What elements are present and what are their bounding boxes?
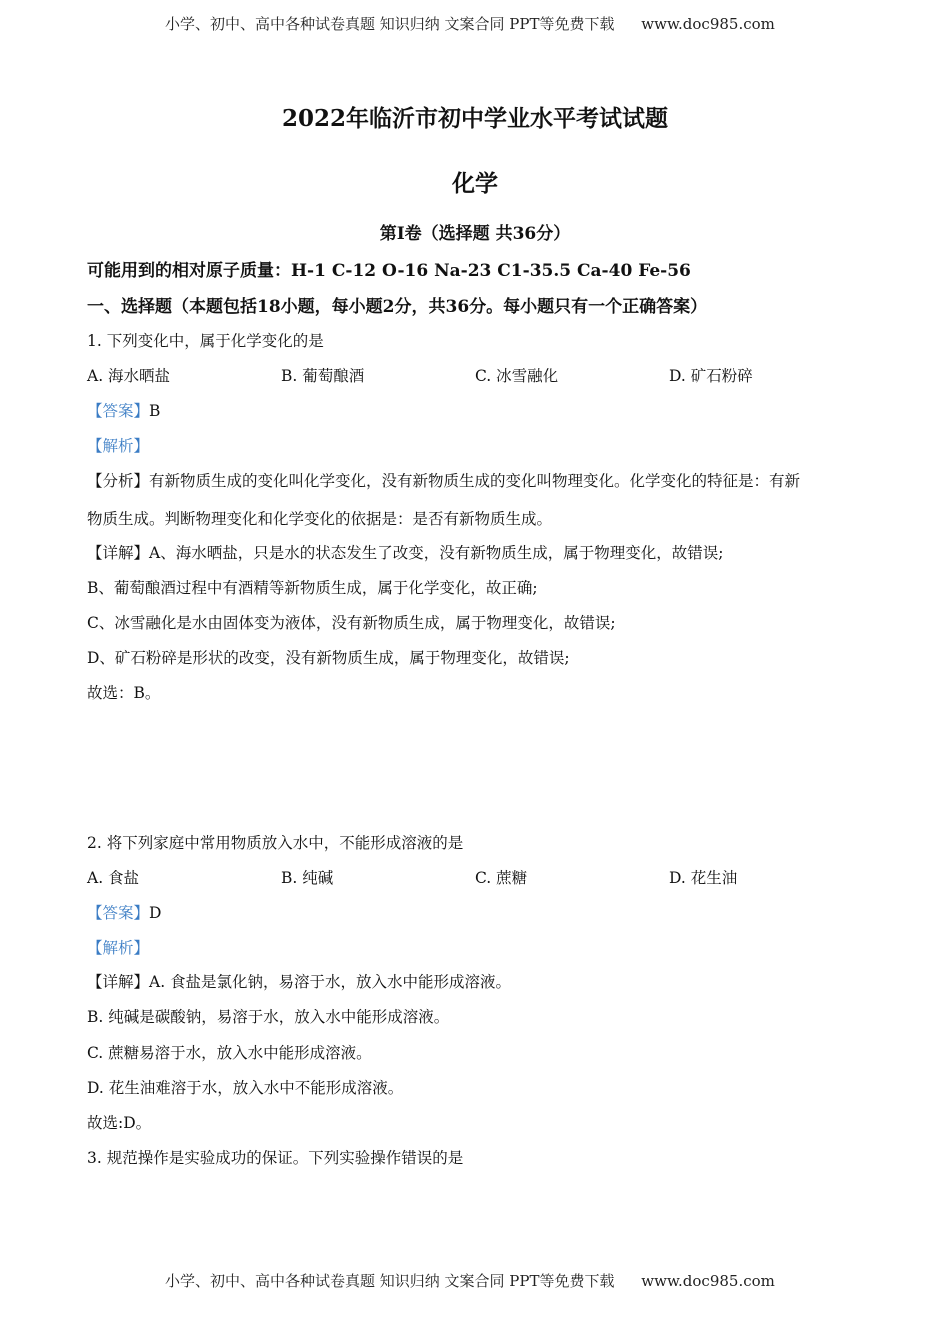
q2-detail-d: D. 花生油难溶于水，放入水中不能形成溶液。	[87, 1079, 404, 1097]
q2-answer-value: D	[149, 904, 162, 922]
q1-fenxi-line-2: 物质生成。判断物理变化和化学变化的依据是：是否有新物质生成。	[87, 510, 553, 528]
footer-text: 小学、初中、高中各种试卷真题 知识归纳 文案合同 PPT等免费下载	[165, 1272, 615, 1290]
q2-analysis-label: 【解析】	[87, 939, 150, 957]
page-header	[165, 13, 775, 34]
answer-label: 【答案】	[87, 402, 150, 420]
q1-detail-b: B、葡萄酿酒过程中有酒精等新物质生成，属于化学变化，故正确;	[87, 579, 538, 597]
q1-stem: 1. 下列变化中，属于化学变化的是	[87, 332, 324, 350]
q1-answer-value: B	[149, 402, 161, 420]
page-footer	[165, 1270, 775, 1291]
header-text: 小学、初中、高中各种试卷真题 知识归纳 文案合同 PPT等免费下载	[165, 15, 615, 33]
q1-fenxi-line-1: 【分析】有新物质生成的变化叫化学变化，没有新物质生成的变化叫物理变化。化学变化的特征是：有新	[87, 472, 801, 490]
q1-detail-c: C、冰雪融化是水由固体变为液体，没有新物质生成，属于物理变化，故错误;	[87, 614, 616, 632]
part-heading: 一、选择题（本题包括18小题，每小题2分，共36分。每小题只有一个正确答案）	[87, 297, 708, 317]
q1-analysis-label: 【解析】	[87, 437, 150, 455]
footer-url[interactable]: www.doc985.com	[641, 1272, 775, 1290]
atomic-masses: 可能用到的相对原子质量：H-1 C-12 O-16 Na-23 C1-35.5 Ca-40 Fe-56	[87, 261, 691, 281]
q2-option-c: C. 蔗糖	[475, 869, 528, 887]
q1-option-a: A. 海水晒盐	[87, 367, 171, 385]
q2-stem: 2. 将下列家庭中常用物质放入水中，不能形成溶液的是	[87, 834, 464, 852]
q2-option-d: D. 花生油	[669, 869, 738, 887]
q2-option-b: B. 纯碱	[281, 869, 334, 887]
q2-detail-c: C. 蔗糖易溶于水，放入水中能形成溶液。	[87, 1044, 372, 1062]
q1-detail-d: D、矿石粉碎是形状的改变，没有新物质生成，属于物理变化，故错误;	[87, 649, 570, 667]
q3-stem: 3. 规范操作是实验成功的保证。下列实验操作错误的是	[87, 1149, 464, 1167]
q1-detail-a: 【详解】A、海水晒盐，只是水的状态发生了改变，没有新物质生成，属于物理变化，故错误;	[87, 544, 724, 562]
header-url[interactable]: www.doc985.com	[641, 15, 775, 33]
q1-option-d: D. 矿石粉碎	[669, 367, 753, 385]
subject-title: 化学	[452, 170, 498, 197]
q1-option-c: C. 冰雪融化	[475, 367, 559, 385]
q1-option-b: B. 葡萄酿酒	[281, 367, 365, 385]
q2-option-a: A. 食盐	[87, 869, 140, 887]
q2-answer	[87, 901, 161, 923]
section-title: 第I卷（选择题 共36分）	[379, 224, 571, 244]
q2-detail-a: 【详解】A. 食盐是氯化钠，易溶于水，放入水中能形成溶液。	[87, 973, 512, 991]
answer-label: 【答案】	[87, 904, 150, 922]
q2-detail-b: B. 纯碱是碳酸钠，易溶于水，放入水中能形成溶液。	[87, 1008, 450, 1026]
q2-conclusion: 故选:D。	[87, 1114, 152, 1132]
q1-conclusion: 故选：B。	[87, 684, 161, 702]
q1-answer	[87, 399, 160, 421]
page-title: 2022年临沂市初中学业水平考试试题	[281, 105, 668, 132]
